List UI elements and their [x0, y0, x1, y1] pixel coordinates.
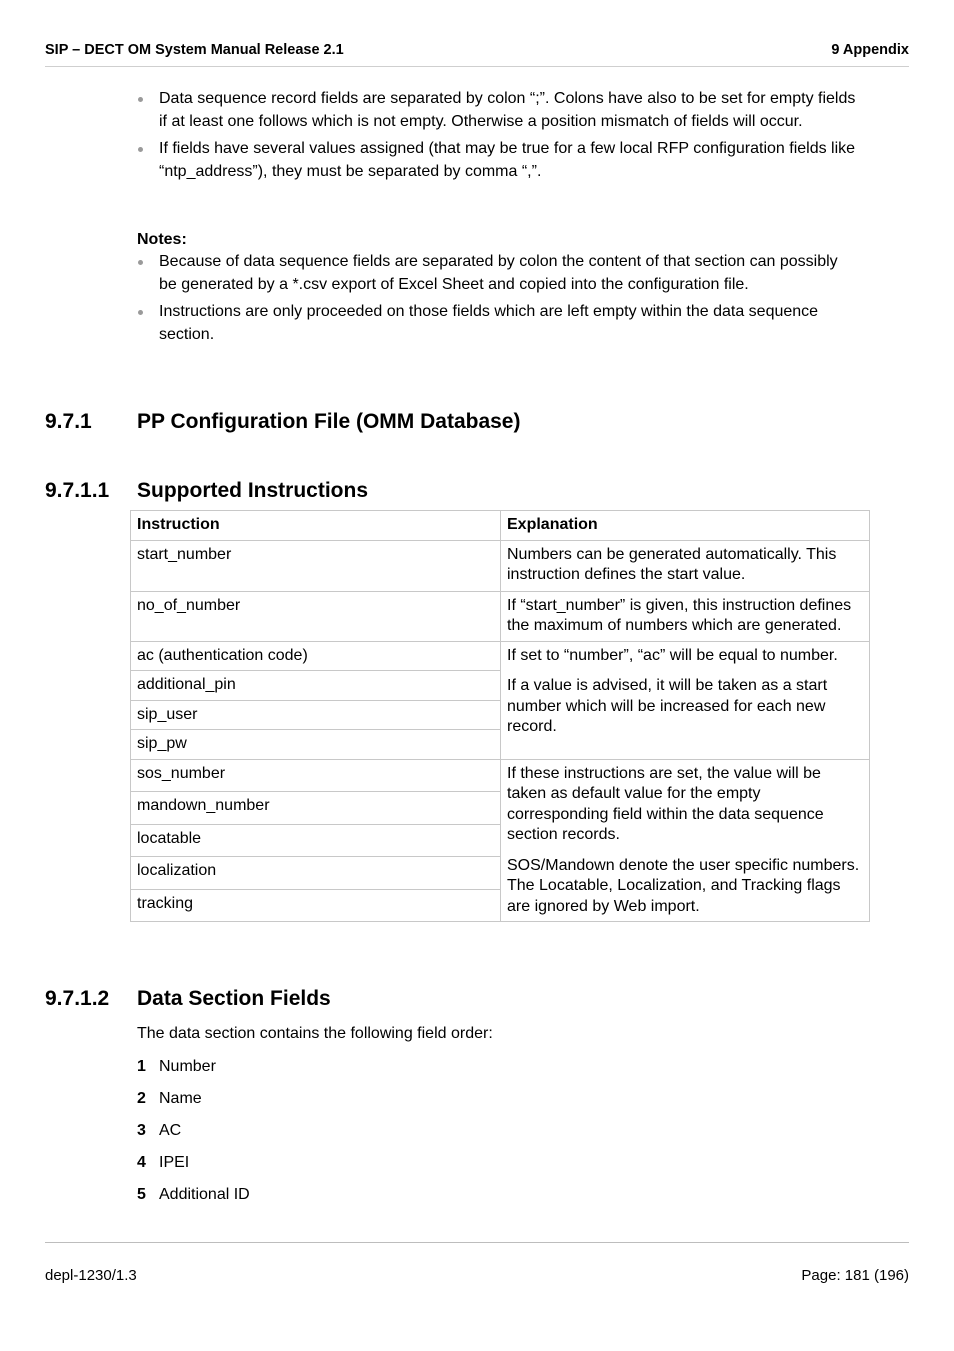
list-item: 1 Number: [137, 1058, 216, 1075]
instruction-cell: start_number: [131, 540, 501, 591]
table-header-row: [131, 511, 870, 541]
table-row: [131, 759, 870, 792]
explanation-cell: If “start_number” is given, this instruction defines the maximum of numbers which are generated.: [501, 591, 870, 641]
table-row: [131, 641, 870, 671]
instruction-cell: sip_user: [131, 700, 501, 730]
notes-title: Notes:: [137, 231, 187, 248]
notes-list: [137, 251, 857, 351]
instructions-table: [130, 510, 870, 922]
document-id: depl-1230/1.3: [45, 1267, 137, 1284]
header-chapter: 9 Appendix: [831, 42, 909, 58]
page-header: [45, 42, 909, 67]
list-item: 3 AC: [137, 1122, 182, 1139]
field-order-list: [137, 1057, 250, 1217]
list-item: If fields have several values assigned (that may be true for a few local RFP configuration fields like “ntp_address”), they must be separated by comma “,”.: [137, 138, 857, 183]
explanation-cell: Numbers can be generated automatically. This instruction defines the start value.: [501, 540, 870, 591]
bullet-icon: [138, 147, 143, 152]
instruction-cell: sos_number: [131, 759, 501, 792]
page-footer: [45, 1242, 909, 1284]
explanation-cell: If these instructions are set, the value will be taken as default value for the empty corresponding field within the data sequence section records. SOS/Mandown denote the user specific numbers. The Locatable, Localization, and Tracking flags are ignored by Web import.: [501, 759, 870, 922]
section-heading-971: 9.7.1 PP Configuration File (OMM Database): [45, 410, 521, 433]
bullet-icon: [138, 97, 143, 102]
instruction-cell: localization: [131, 857, 501, 890]
list-item: 5 Additional ID: [137, 1186, 250, 1203]
data-section-intro: The data section contains the following field order:: [137, 1025, 493, 1042]
header-title: SIP – DECT OM System Manual Release 2.1: [45, 42, 344, 58]
instruction-cell: ac (authentication code): [131, 641, 501, 671]
bullet-icon: [138, 310, 143, 315]
section-heading-9711: 9.7.1.1 Supported Instructions: [45, 479, 368, 502]
list-item: Instructions are only proceeded on those fields which are left empty within the data sequence section.: [137, 301, 857, 346]
instruction-cell: sip_pw: [131, 730, 501, 760]
instruction-cell: additional_pin: [131, 671, 501, 701]
table-row: [131, 591, 870, 641]
table-row: [131, 540, 870, 591]
instruction-cell: tracking: [131, 889, 501, 922]
page-number: Page: 181 (196): [801, 1267, 909, 1284]
instruction-cell: no_of_number: [131, 591, 501, 641]
column-header-instruction: Instruction: [131, 511, 501, 541]
instruction-cell: mandown_number: [131, 792, 501, 825]
instruction-cell: locatable: [131, 824, 501, 857]
list-item: 2 Name: [137, 1090, 202, 1107]
list-item: 4 IPEI: [137, 1154, 190, 1171]
section-heading-9712: 9.7.1.2 Data Section Fields: [45, 987, 331, 1010]
list-item: Because of data sequence fields are separated by colon the content of that section can possibly be generated by a *.csv export of Excel Sheet and copied into the configuration file.: [137, 251, 857, 296]
explanation-cell: If set to “number”, “ac” will be equal to number. If a value is advised, it will be taken as a start number which will be increased for each new record.: [501, 641, 870, 759]
bullet-list-top: [137, 88, 857, 188]
bullet-icon: [138, 260, 143, 265]
column-header-explanation: Explanation: [501, 511, 870, 541]
list-item: Data sequence record fields are separated by colon “;”. Colons have also to be set for empty fields if at least one follows which is not empty. Otherwise a position mismatch of fields will occur.: [137, 88, 857, 133]
